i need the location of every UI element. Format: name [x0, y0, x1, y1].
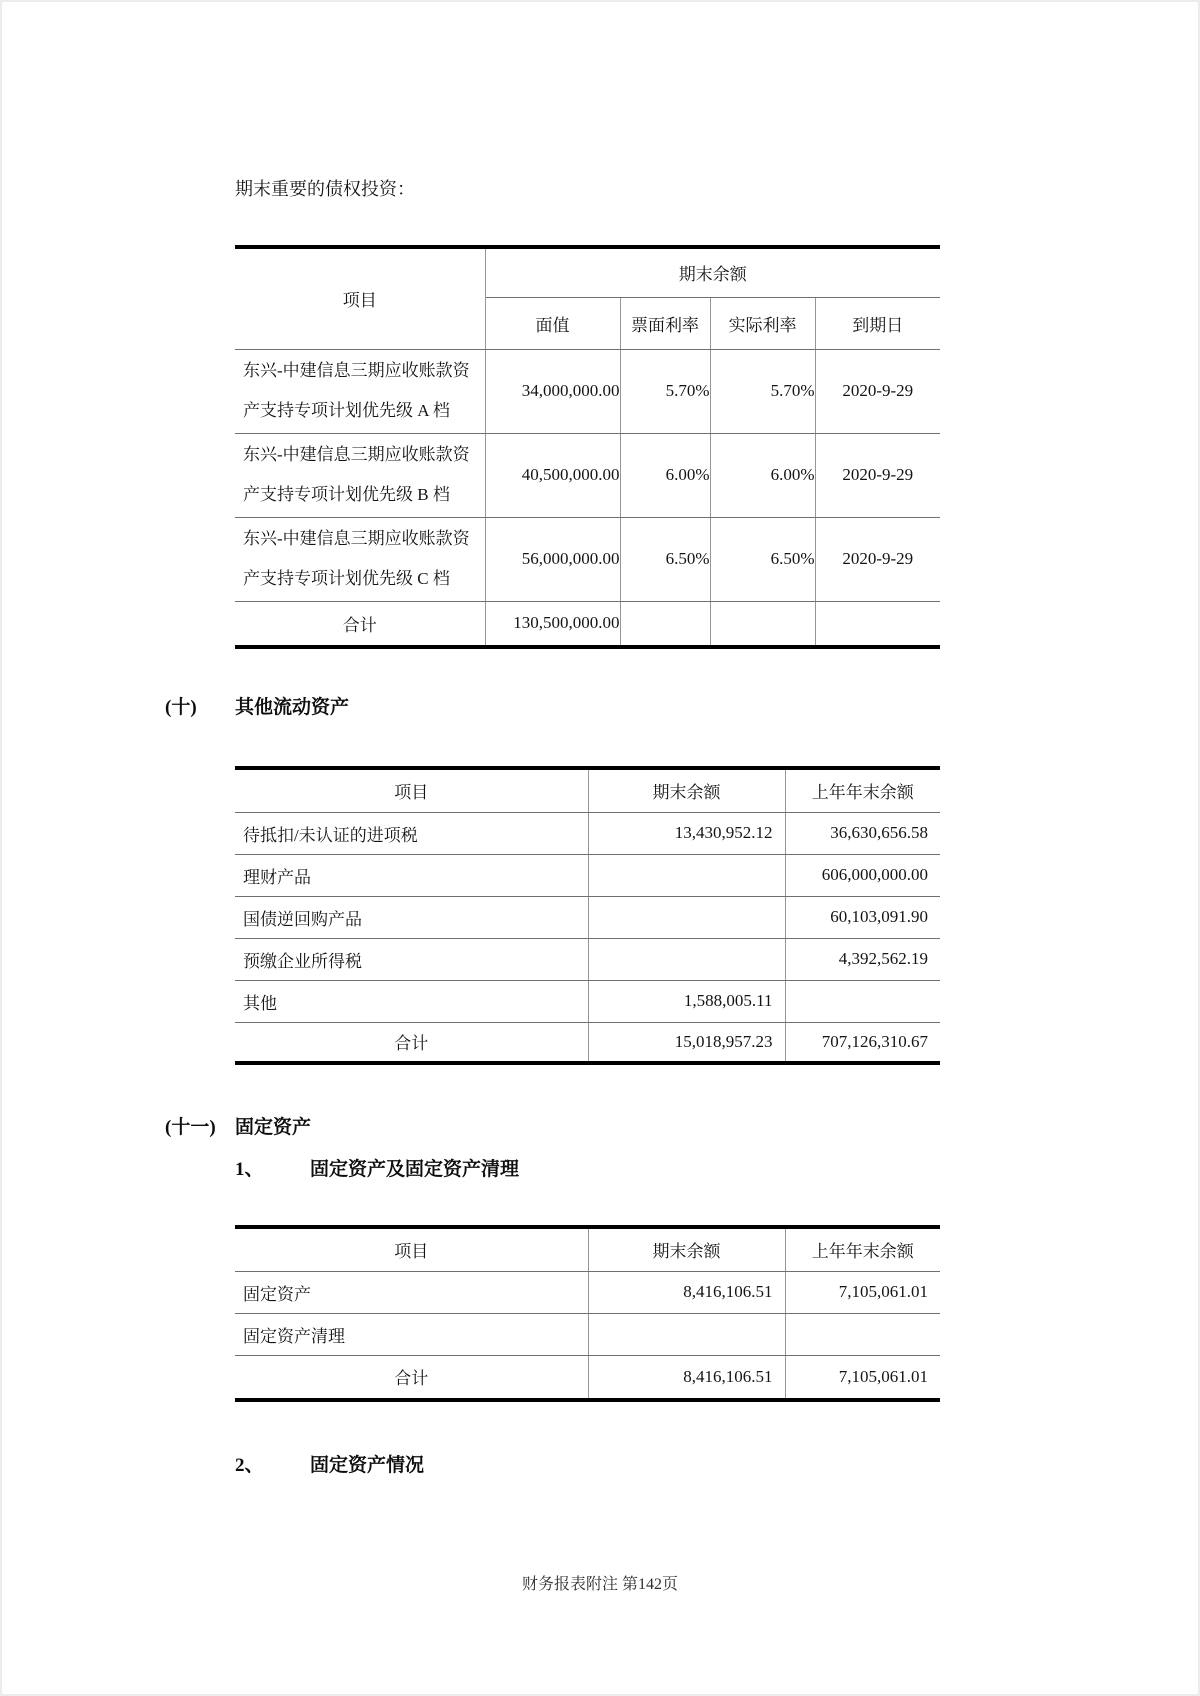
table-row	[235, 812, 940, 854]
closing-balance-cell	[588, 854, 785, 896]
fixed-assets-table	[235, 1225, 940, 1402]
maturity-date-cell: 2020-9-29	[815, 517, 940, 601]
other-current-assets-table	[235, 766, 940, 1065]
prior-balance-cell: 606,000,000.00	[785, 854, 940, 896]
section-title: 其他流动资产	[235, 697, 350, 718]
item-name-cell: 待抵扣/未认证的进项税	[235, 812, 588, 854]
total-closing-balance: 15,018,957.23	[588, 1022, 785, 1063]
section-10-heading	[165, 695, 1200, 721]
item-name-cell: 固定资产清理	[235, 1313, 588, 1355]
closing-balance-cell	[588, 896, 785, 938]
total-row	[235, 1022, 940, 1063]
prior-balance-cell	[785, 1313, 940, 1355]
coupon-rate-cell: 6.50%	[620, 517, 710, 601]
subsection-2-heading	[235, 1453, 1200, 1479]
prior-balance-cell: 60,103,091.90	[785, 896, 940, 938]
col-header-closing-balance: 期末余额	[588, 768, 785, 812]
section-number: (十)	[165, 697, 197, 718]
total-prior-balance: 7,105,061.01	[838, 1366, 928, 1386]
total-label: 合计	[235, 601, 485, 647]
item-name-cell: 理财产品	[235, 854, 588, 896]
table-row	[235, 517, 940, 601]
col-header-prior-year-balance: 上年年末余额	[785, 1227, 940, 1271]
empty-cell	[710, 601, 815, 647]
actual-rate-cell: 6.50%	[710, 517, 815, 601]
total-face-value: 130,500,000.00	[485, 601, 620, 647]
prior-balance-cell: 36,630,656.58	[785, 812, 940, 854]
section-11-heading	[165, 1115, 1200, 1141]
total-prior-balance: 707,126,310.67	[821, 1031, 928, 1051]
closing-balance-cell: 13,430,952.12	[588, 812, 785, 854]
col-header-actual-rate: 实际利率	[710, 297, 815, 349]
col-header-item: 项目	[235, 1227, 588, 1271]
closing-balance-cell: 1,588,005.11	[588, 980, 785, 1022]
total-closing-balance: 8,416,106.51	[588, 1355, 785, 1400]
table-row	[235, 854, 940, 896]
col-header-maturity-date: 到期日	[815, 297, 940, 349]
subsection-1-heading	[235, 1157, 1200, 1183]
item-name-cell: 东兴-中建信息三期应收账款资产支持专项计划优先级 B 档	[235, 433, 485, 517]
face-value-cell: 40,500,000.00	[485, 433, 620, 517]
table-header-row	[235, 768, 940, 812]
subsection-title: 固定资产情况	[310, 1455, 425, 1476]
col-header-coupon-rate: 票面利率	[620, 297, 710, 349]
table-row	[235, 1271, 940, 1313]
item-name-cell: 预缴企业所得税	[235, 938, 588, 980]
empty-cell	[815, 601, 940, 647]
item-name-cell: 东兴-中建信息三期应收账款资产支持专项计划优先级 A 档	[235, 349, 485, 433]
intro-text: 期末重要的债权投资：	[235, 179, 415, 199]
subsection-number: 2、	[235, 1455, 264, 1476]
face-value-cell: 56,000,000.00	[485, 517, 620, 601]
prior-balance-cell: 7,105,061.01	[785, 1271, 940, 1313]
table-row	[235, 896, 940, 938]
item-name-cell: 其他	[235, 980, 588, 1022]
total-label: 合计	[235, 1022, 588, 1063]
table-header-row	[235, 247, 940, 297]
total-row	[235, 601, 940, 647]
col-header-item: 项目	[235, 247, 485, 349]
closing-balance-cell	[588, 938, 785, 980]
face-value-cell: 34,000,000.00	[485, 349, 620, 433]
maturity-date-cell: 2020-9-29	[815, 349, 940, 433]
item-name-cell: 国债逆回购产品	[235, 896, 588, 938]
coupon-rate-cell: 5.70%	[620, 349, 710, 433]
item-name-cell: 东兴-中建信息三期应收账款资产支持专项计划优先级 C 档	[235, 517, 485, 601]
maturity-date-cell: 2020-9-29	[815, 433, 940, 517]
prior-balance-cell: 4,392,562.19	[785, 938, 940, 980]
page-footer: 财务报表附注 第142页	[521, 1576, 678, 1593]
col-header-closing-balance: 期末余额	[588, 1227, 785, 1271]
item-name-cell: 固定资产	[235, 1271, 588, 1313]
subsection-title: 固定资产及固定资产清理	[310, 1159, 520, 1180]
col-header-item: 项目	[235, 768, 588, 812]
section-number: (十一)	[165, 1117, 216, 1138]
col-header-period-balance: 期末余额	[485, 247, 940, 297]
subsection-number: 1、	[235, 1159, 264, 1180]
col-header-prior-year-balance: 上年年末余额	[785, 768, 940, 812]
section-title: 固定资产	[235, 1117, 312, 1138]
table-row	[235, 433, 940, 517]
coupon-rate-cell: 6.00%	[620, 433, 710, 517]
col-header-face-value: 面值	[485, 297, 620, 349]
closing-balance-cell	[588, 1313, 785, 1355]
closing-balance-cell: 8,416,106.51	[588, 1271, 785, 1313]
table-row	[235, 980, 940, 1022]
actual-rate-cell: 5.70%	[710, 349, 815, 433]
table-row	[235, 1313, 940, 1355]
table-header-row	[235, 1227, 940, 1271]
empty-cell	[620, 601, 710, 647]
table-row	[235, 349, 940, 433]
total-row	[235, 1355, 940, 1400]
actual-rate-cell: 6.00%	[710, 433, 815, 517]
total-label: 合计	[235, 1355, 588, 1400]
debt-investments-table	[235, 245, 940, 649]
prior-balance-cell	[785, 980, 940, 1022]
table-row	[235, 938, 940, 980]
